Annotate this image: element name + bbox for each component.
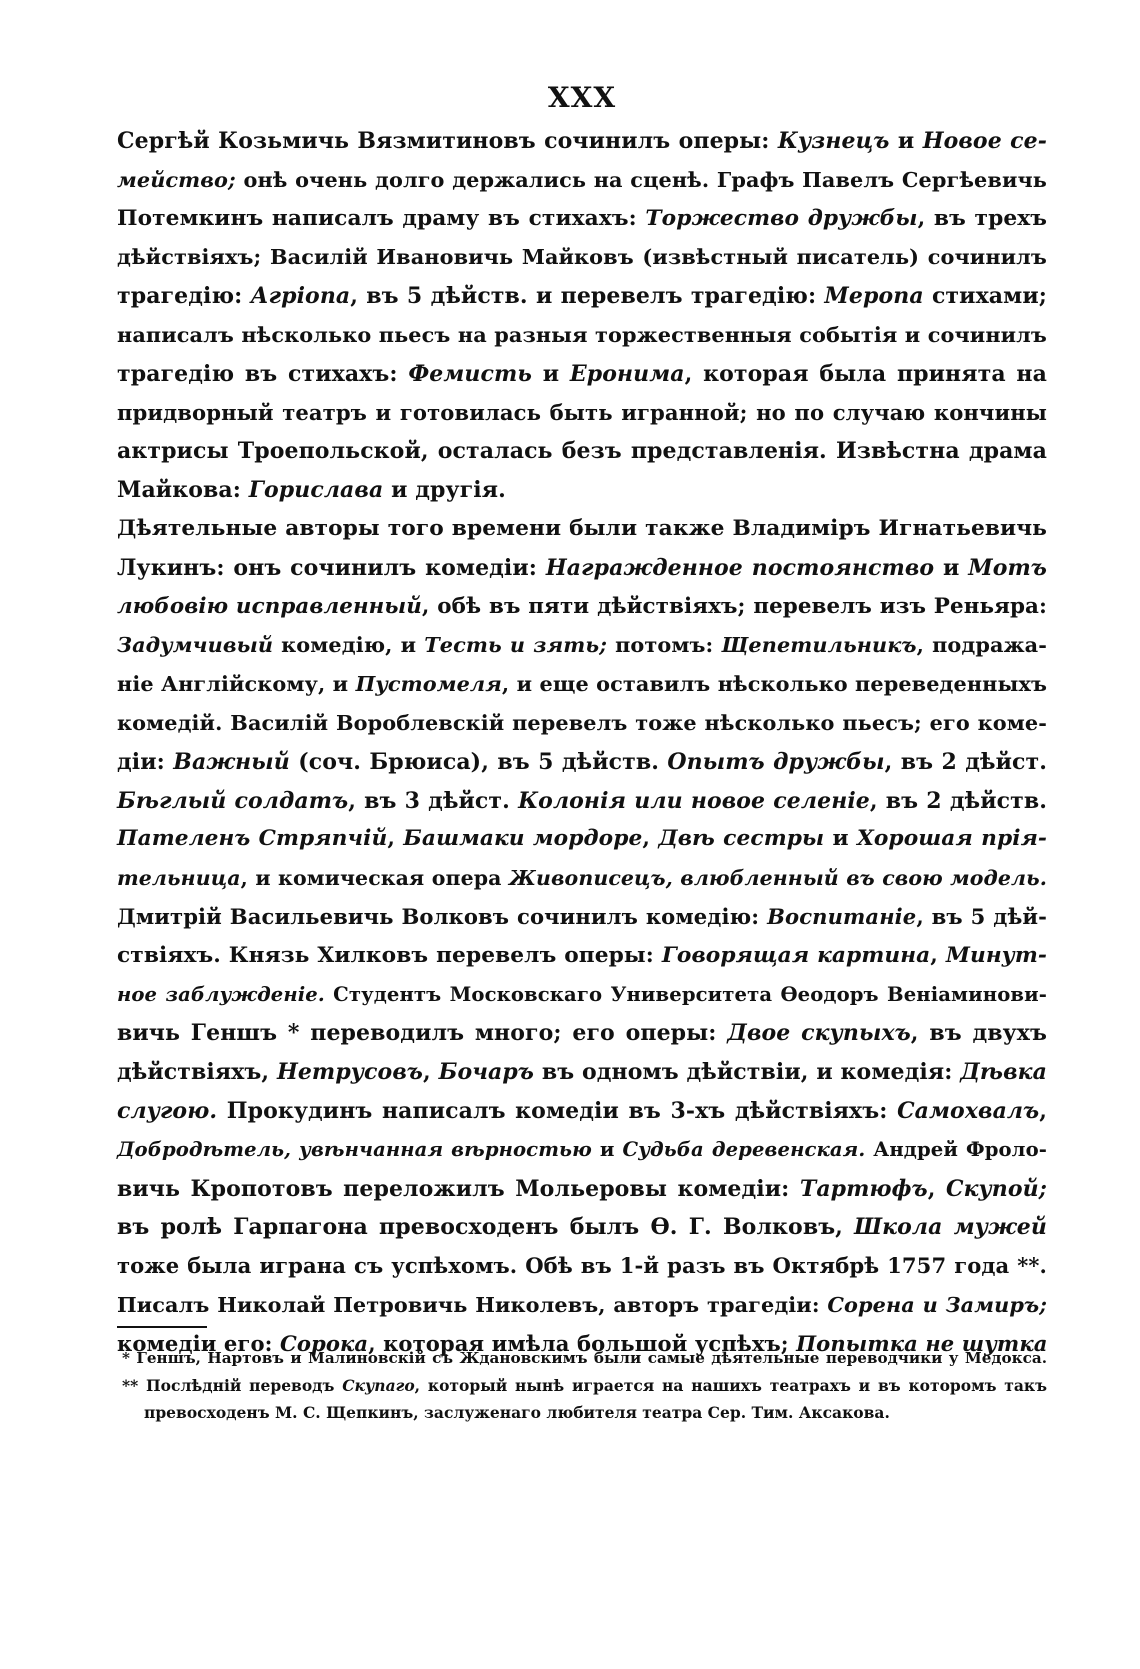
- title-zadumchivy: Задумчивый: [117, 632, 274, 658]
- title-khoroshaya: Хорошая прія-: [856, 826, 1048, 852]
- text-run: въ ролѣ Гарпагона превосходенъ былъ Ѳ. Г. Волковъ,: [117, 1214, 855, 1241]
- title-kuznets: Кузнецъ: [777, 128, 890, 154]
- title-dve-sestry: Двѣ сестры: [658, 826, 825, 852]
- text-run: , которая имѣла большой успѣхъ;: [368, 1330, 797, 1356]
- footnote-2-cont: превосходенъ М. С. Щепкинъ, заслуженаго любителя театра Сер. Тим. Аксакова.: [144, 1403, 890, 1422]
- text-run: , который нынѣ играется на нашихъ театрахъ и въ которомъ такъ: [414, 1376, 1048, 1395]
- title-test-i-zyat: Тесть и зять;: [424, 632, 607, 658]
- text-run: , и комическая опера: [240, 866, 509, 891]
- paragraph-1: [117, 122, 1047, 510]
- footnotes: [122, 1345, 1047, 1426]
- text-run: и: [889, 128, 923, 154]
- text-run: , въ 5 дѣйств. и перевелъ трагедію:: [350, 283, 825, 310]
- title-netrusov: Нетрусовъ: [276, 1059, 423, 1086]
- title-skupoy: Скупой;: [945, 1175, 1047, 1202]
- text-line: [117, 665, 1047, 704]
- title-bochar: Бочаръ: [438, 1059, 534, 1086]
- title-vazhny: Важный: [173, 748, 290, 775]
- title-meropa: Меропа: [824, 283, 924, 310]
- text-line: написалъ нѣсколько пьесъ на разныя торжественныя событія и сочинилъ: [117, 321, 1047, 347]
- title-dvoe-skupykh: Двое скупыхъ: [727, 1020, 911, 1047]
- text-line: [117, 471, 1047, 510]
- text-line: [117, 1014, 1047, 1053]
- text-line: дѣйствіяхъ; Василій Ивановичь Майковъ (извѣстный писатель) сочинилъ: [117, 244, 1047, 270]
- text-line: [117, 626, 1047, 665]
- text-run: комедіи его:: [117, 1330, 280, 1356]
- title-govoryashchaya: Говорящая картина: [661, 942, 931, 968]
- text-run: Лукинъ: онъ сочинилъ комедіи:: [117, 554, 546, 581]
- text-line: [117, 122, 1047, 161]
- text-run: Потемкинъ написалъ драму въ стихахъ:: [117, 205, 646, 231]
- text-line: [117, 898, 1047, 937]
- text-line: [117, 1092, 1047, 1131]
- title-khoroshaya-cont: тельница: [117, 866, 241, 891]
- title-agriopa: Агріопа: [250, 283, 351, 310]
- text-line: [117, 1286, 1047, 1325]
- text-run: Дмитрій Васильевичь Волковъ сочинилъ комедію:: [117, 903, 768, 929]
- text-run: Майкова:: [117, 477, 249, 504]
- text-line: [117, 549, 1047, 588]
- text-run: трагедію:: [117, 283, 251, 310]
- text-run: , въ 2 дѣйств.: [869, 787, 1047, 814]
- text-line: Дѣятельные авторы того времени были также Владиміръ Игнатьевичь: [117, 515, 1047, 541]
- text-line: [117, 782, 1047, 821]
- text-line: [117, 277, 1047, 316]
- text-run: , подража-: [916, 632, 1047, 658]
- text-line: [117, 161, 1047, 200]
- text-run: , обѣ въ пяти дѣйствіяхъ; перевелъ изъ Реньяра:: [421, 593, 1047, 619]
- text-run: комедію, и: [273, 632, 425, 658]
- title-dobrodetel: Добродѣтель, увѣнчанная вѣрностью: [117, 1137, 592, 1161]
- text-line: комедій. Василій Вороблевскій перевелъ тоже нѣсколько пьесъ; его коме-: [117, 709, 1047, 735]
- text-line: [117, 1208, 1047, 1247]
- text-run: Писалъ Николай Петровичь Николевъ, авторъ трагедіи:: [117, 1291, 828, 1317]
- text-run: онѣ очень долго держались на сценѣ. Графъ Павелъ Сергѣевичь: [235, 166, 1047, 192]
- title-koloniya: Колонія или новое селеніе: [518, 787, 870, 814]
- text-run: ,: [642, 826, 659, 852]
- text-line: актрисы Троепольской, осталась безъ представленія. Извѣстна драма: [117, 438, 1047, 465]
- title-novoe-semeystvo: Новое се-: [922, 128, 1047, 154]
- text-line: [117, 1131, 1047, 1170]
- text-run: , и еще оставилъ нѣсколько переведенныхъ: [501, 671, 1047, 697]
- text-run: вичь Геншъ * переводилъ много; его оперы:: [117, 1020, 728, 1047]
- title-mot-cont: любовію исправленный: [117, 593, 422, 619]
- text-line: [117, 200, 1047, 239]
- title-patelen: Пателенъ Стряпчій: [117, 826, 388, 852]
- text-line: [117, 588, 1047, 627]
- title-opyt-druzhby: Опытъ дружбы: [667, 748, 885, 775]
- paragraph-2: [117, 510, 1047, 1364]
- text-line: [117, 743, 1047, 782]
- footnote-divider: [117, 1326, 207, 1328]
- title-femist: Фемисть: [408, 360, 532, 387]
- title-skupago: Скупаго: [342, 1376, 415, 1395]
- title-devka-cont: слугою.: [117, 1097, 218, 1124]
- text-run: Прокудинъ написалъ комедіи въ 3-хъ дѣйствіяхъ:: [217, 1097, 898, 1124]
- text-run: въ одномъ дѣйствіи, и комедія:: [534, 1059, 961, 1086]
- text-line: [117, 1170, 1047, 1209]
- text-run: ,: [387, 826, 404, 852]
- text-run: Студентъ Московскаго Университета Ѳеодоръ Веніаминови-: [324, 982, 1047, 1006]
- text-run: трагедію въ стихахъ:: [117, 360, 409, 387]
- title-soroka: Сорока: [279, 1330, 369, 1356]
- title-devka: Дѣвка: [960, 1059, 1047, 1086]
- title-minutnoe-cont: ное заблужденіе.: [117, 982, 325, 1006]
- title-sorena: Сорена и Замиръ;: [827, 1291, 1047, 1317]
- text-run: стихами;: [923, 283, 1048, 310]
- page-body: [117, 78, 1047, 1364]
- title-minutnoe: Минут-: [945, 942, 1047, 968]
- text-run: діи:: [117, 748, 174, 775]
- text-line: тоже была играна съ успѣхомъ. Обѣ въ 1-й разъ въ Октябрѣ 1757 года **.: [117, 1253, 1047, 1279]
- text-run: потомъ:: [606, 632, 722, 658]
- footnote-1: * Геншъ, Нартовъ и Малиновскій съ Ждановскимъ были самые дѣятельные переводчики у Медокса.: [122, 1349, 1047, 1367]
- footnote-2: [122, 1372, 1047, 1399]
- title-pustomelya: Пустомеля: [355, 671, 502, 697]
- text-line: [117, 820, 1047, 859]
- text-run: (соч. Брюиса), въ 5 дѣйств.: [289, 748, 668, 775]
- text-run: ,: [930, 942, 946, 968]
- text-run: , которая была принята на: [684, 360, 1047, 387]
- text-run: , въ 5 дѣй-: [916, 903, 1047, 929]
- text-run: и: [532, 360, 570, 387]
- text-line: придворный театръ и готовилась быть игранной; но по случаю кончины: [117, 399, 1047, 425]
- text-run: и: [934, 554, 969, 581]
- title-tartyuf: Тартюфъ: [799, 1175, 928, 1202]
- page-number: XXX: [547, 81, 617, 114]
- text-run: Сергѣй Козьмичь Вязмитиновъ сочинилъ оперы:: [117, 128, 778, 154]
- title-mot: Мотъ: [968, 554, 1047, 581]
- text-run: вичь Кропотовъ переложилъ Мольеровы комедіи:: [117, 1175, 800, 1202]
- text-line: [117, 937, 1047, 976]
- text-run: и другія.: [383, 477, 506, 504]
- title-nagrazhdennoe: Награжденное постоянство: [545, 554, 935, 581]
- title-begly-soldat: Бѣглый солдатъ: [117, 787, 349, 814]
- title-vospitanie: Воспитаніе: [767, 903, 917, 929]
- title-bashmaki: Башмаки мордоре: [403, 826, 643, 852]
- text-run: ** Послѣдній переводъ: [122, 1376, 343, 1395]
- title-shchepetilnik: Щепетильникъ: [721, 632, 917, 658]
- text-run: ,: [1039, 1097, 1047, 1124]
- text-run: и: [824, 826, 857, 852]
- text-line: [117, 1053, 1047, 1092]
- title-samokhval: Самохвалъ: [897, 1097, 1040, 1124]
- text-line: [117, 859, 1047, 898]
- title-popytka: Попытка не шутка: [796, 1330, 1048, 1356]
- text-line: [117, 976, 1047, 1015]
- text-run: ,: [422, 1059, 439, 1086]
- title-zhivopisets: Живописецъ, влюбленный въ свою модель.: [508, 866, 1047, 891]
- text-run: , въ 3 дѣйст.: [348, 787, 519, 814]
- text-line: [117, 355, 1047, 394]
- title-eronima: Еронима: [569, 360, 685, 387]
- text-run: дѣйствіяхъ,: [117, 1059, 277, 1086]
- title-shkola-muzhey: Школа мужей: [854, 1214, 1047, 1241]
- text-run: , въ двухъ: [910, 1020, 1047, 1047]
- text-run: ствіяхъ. Князь Хилковъ перевелъ оперы:: [117, 942, 662, 968]
- text-run: , въ трехъ: [917, 205, 1047, 231]
- text-run: ніе Англійскому, и: [117, 671, 356, 697]
- title-novoe-semeystvo-cont: мейство;: [117, 166, 236, 192]
- text-run: , въ 2 дѣйст.: [884, 748, 1047, 775]
- title-torzhestvo-druzhby: Торжество дружбы: [645, 205, 918, 231]
- text-run: и: [591, 1137, 623, 1161]
- text-run: ,: [927, 1175, 946, 1202]
- title-gorislava: Горислава: [248, 477, 384, 504]
- title-sudba: Судьба деревенская.: [622, 1137, 866, 1161]
- text-run: Андрей Фроло-: [865, 1137, 1047, 1161]
